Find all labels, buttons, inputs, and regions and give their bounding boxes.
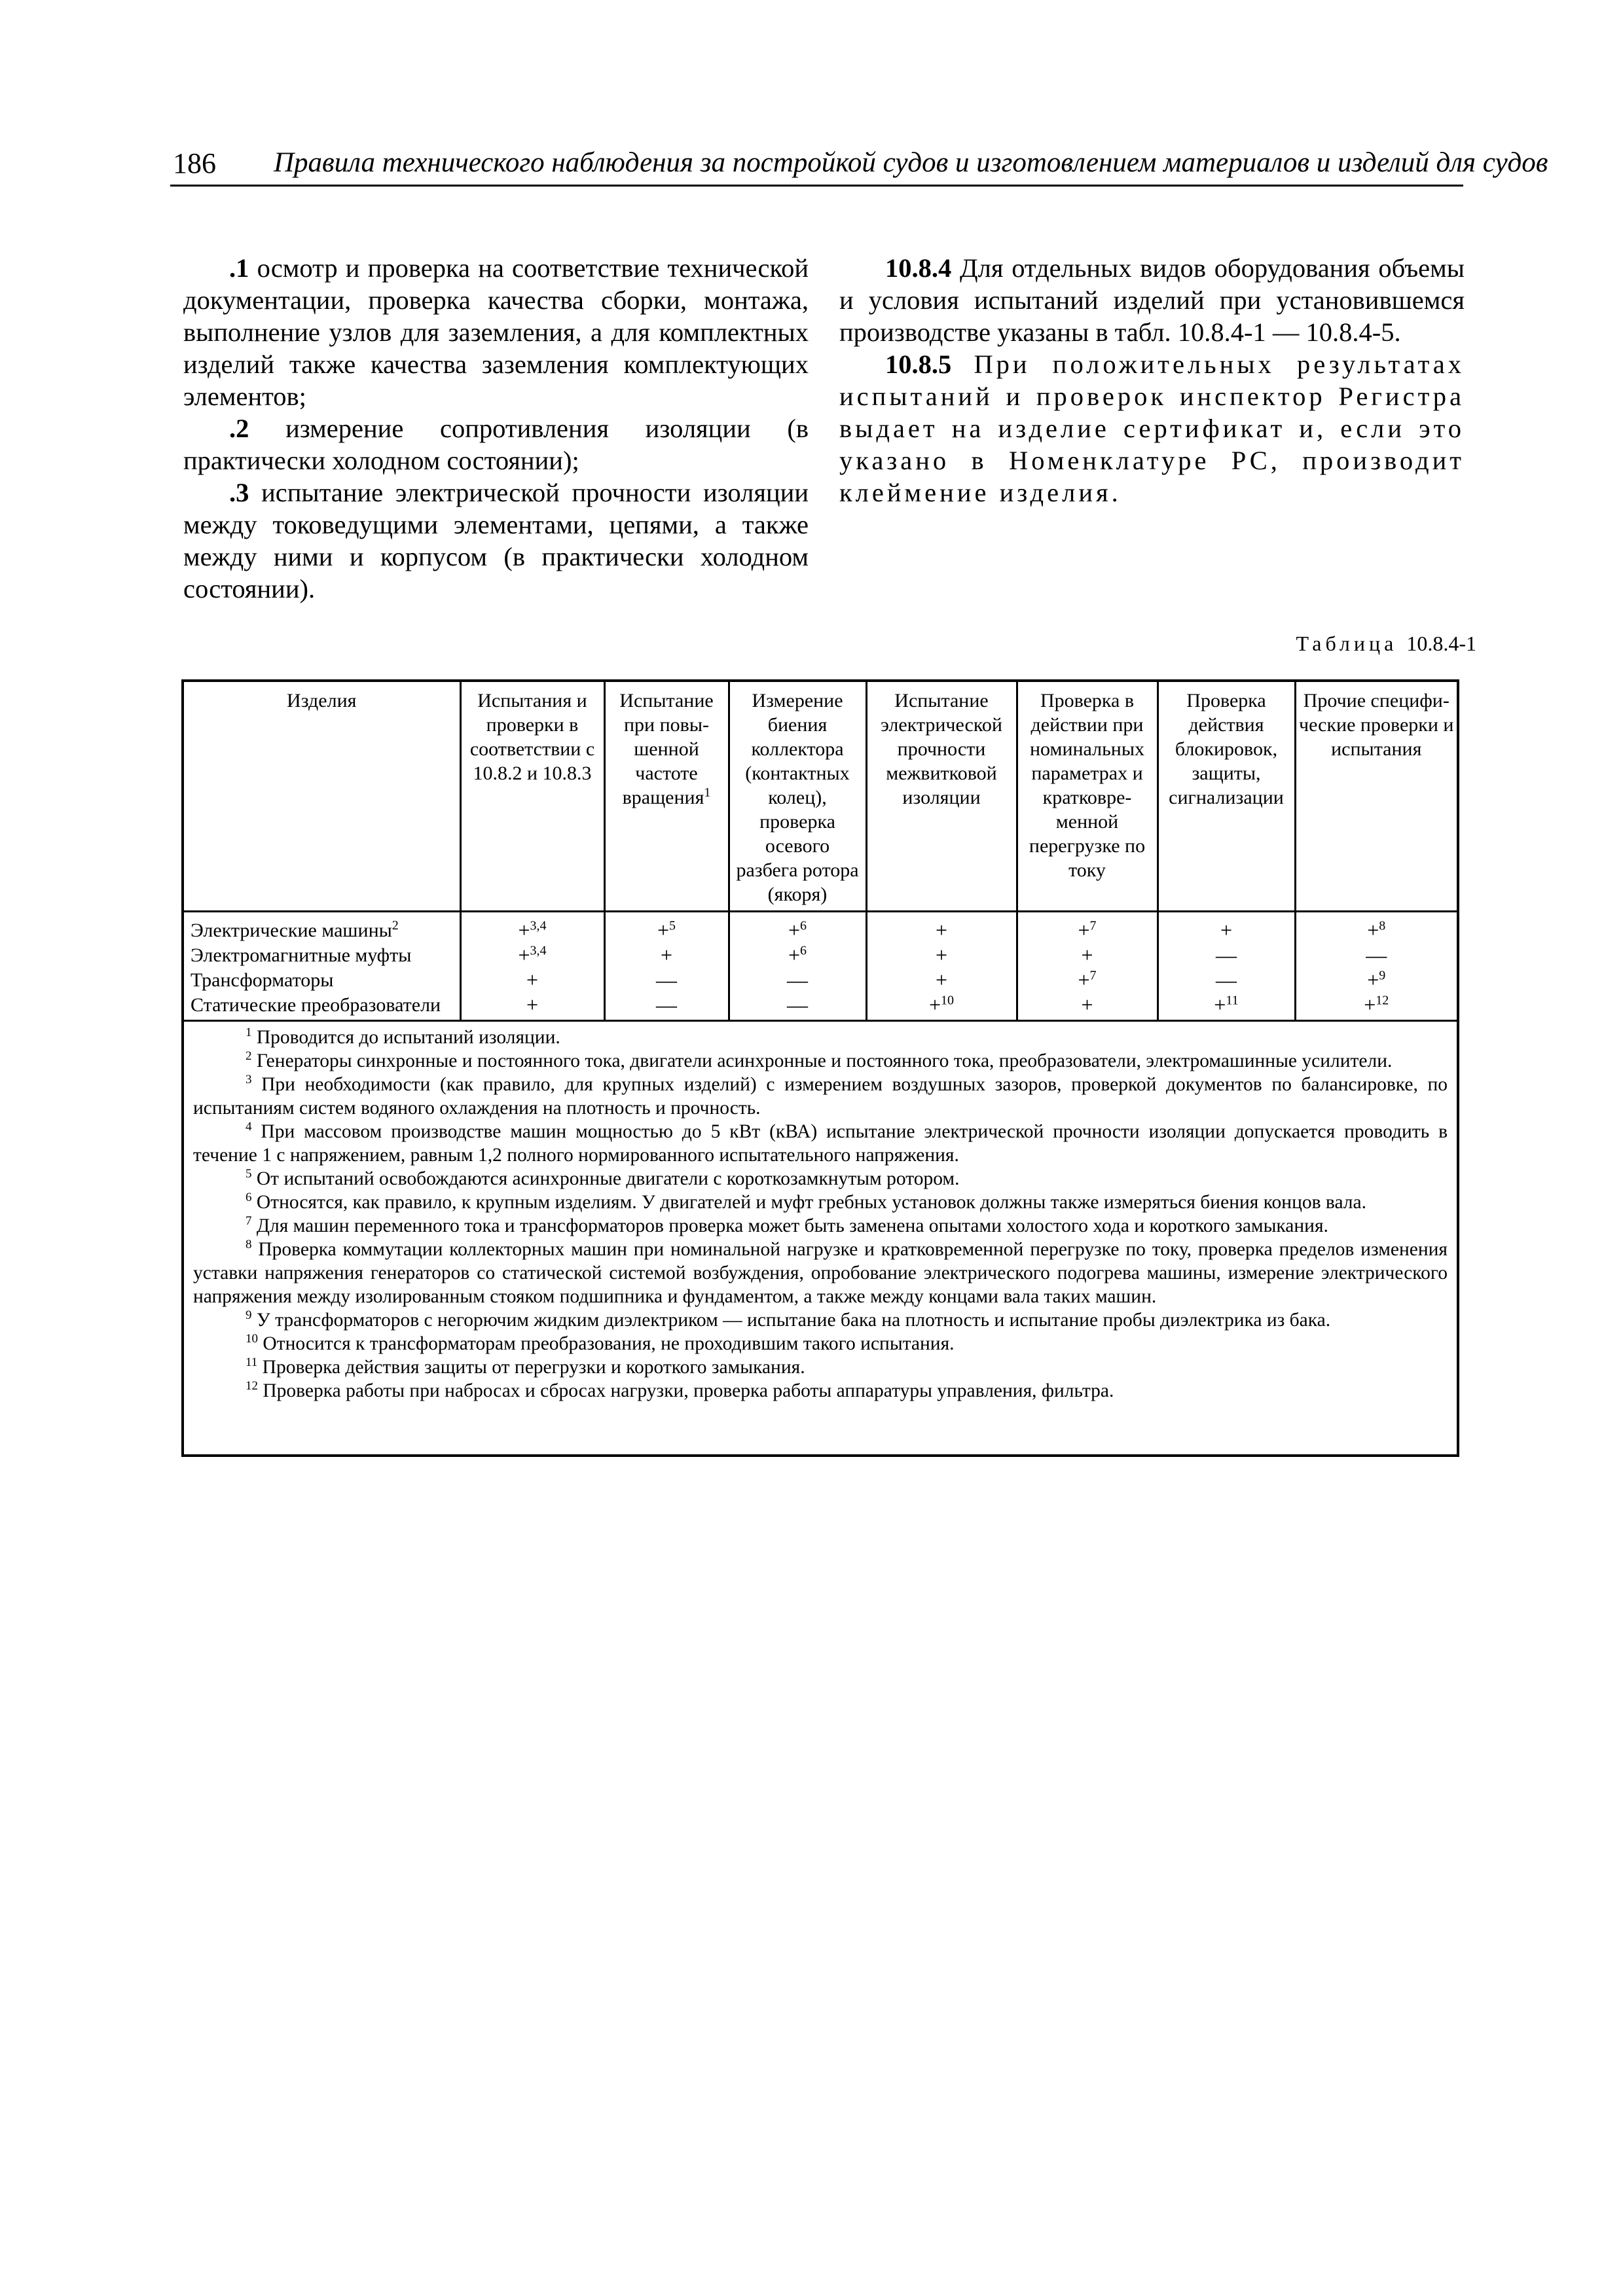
paragraph-item-2 <box>183 412 809 476</box>
table-cell <box>729 912 866 943</box>
item-marker: .1 <box>229 253 249 283</box>
cell-mark: + <box>518 918 530 942</box>
cell-mark: + <box>526 992 539 1016</box>
footnote-ref: 5 <box>669 918 676 933</box>
footnote <box>193 1332 1448 1355</box>
cell-mark: + <box>1081 992 1093 1016</box>
item-marker: .2 <box>229 414 249 443</box>
row-label <box>184 992 460 1021</box>
paragraph-10-8-5 <box>839 348 1465 509</box>
footnote-ref: 3,4 <box>530 942 547 958</box>
caption-word: Таблица <box>1296 632 1398 655</box>
footnote-number: 3 <box>246 1073 252 1087</box>
column-header-commutator-runout: Измерение биения коллектора (контактных колец), проверка осевого разбега ротора (якоря) <box>729 682 866 912</box>
footnote-ref: 12 <box>1376 992 1389 1007</box>
footnote-text: Проводится до испытаний изоляции. <box>251 1027 560 1048</box>
footnote-number: 5 <box>246 1167 252 1181</box>
caption-number: 10.8.4-1 <box>1406 632 1476 655</box>
cell-mark: + <box>788 942 801 967</box>
footnote-number: 12 <box>246 1379 258 1393</box>
table-cell <box>1158 912 1295 943</box>
footnote-number: 7 <box>246 1214 252 1229</box>
table-row <box>184 992 1457 1021</box>
cell-mark: — <box>656 992 677 1016</box>
cell-mark: + <box>788 918 801 942</box>
cell-mark: — <box>787 967 808 992</box>
footnote <box>193 1308 1448 1332</box>
running-title: Правила технического наблюдения за постройкой судов и изготовлением материалов и изделий для судов <box>274 147 1548 178</box>
table-cell <box>1017 912 1158 943</box>
row-label-text: Электромагнитные муфты <box>191 944 412 966</box>
cell-mark: — <box>787 992 808 1016</box>
table-cell <box>729 942 866 967</box>
table-cell <box>866 992 1017 1021</box>
footnote-text: У трансформаторов с негорючим жидким диэлектриком — испытание бака на плотность и испытание пробы диэлектрика из бака. <box>251 1310 1331 1331</box>
test-table <box>181 679 1459 1457</box>
footnote <box>193 1355 1448 1379</box>
table-cell <box>1295 992 1457 1021</box>
item-marker: .3 <box>229 478 249 507</box>
cell-mark: — <box>1366 942 1387 967</box>
table-caption <box>1296 632 1476 656</box>
table-row <box>184 912 1457 943</box>
table-cell <box>460 942 604 967</box>
footnote-text: Генераторы синхронные и постоянного тока, двигатели асинхронные и постоянного тока, преобразователи, электромашинные усилители. <box>251 1050 1393 1071</box>
cell-mark: + <box>657 918 670 942</box>
cell-mark: + <box>935 967 948 992</box>
footnote-text: Проверка действия защиты от перегрузки и короткого замыкания. <box>257 1357 805 1378</box>
footnote-text: От испытаний освобождаются асинхронные двигатели с короткозамкнутым ротором. <box>251 1168 960 1189</box>
table-cell <box>1295 912 1457 943</box>
page-number: 186 <box>173 147 216 179</box>
footnote <box>193 1073 1448 1120</box>
row-label <box>184 967 460 992</box>
footnote-number: 6 <box>246 1191 252 1205</box>
row-label-text: Трансформаторы <box>191 969 334 991</box>
column-header-overspeed-test <box>604 682 729 912</box>
table-row <box>184 967 1457 992</box>
table-cell <box>1158 942 1295 967</box>
footnote <box>193 1191 1448 1214</box>
table-row <box>184 942 1457 967</box>
left-column <box>183 252 809 605</box>
column-header-protection-check: Проверка действия блокировок, защиты, сигнализации <box>1158 682 1295 912</box>
footnote-number: 10 <box>246 1332 258 1346</box>
footnote-number: 11 <box>246 1355 258 1370</box>
table-cell <box>1295 942 1457 967</box>
table-header-row <box>184 682 1457 912</box>
test-table-grid <box>184 682 1457 1022</box>
cell-mark: + <box>660 942 673 967</box>
cell-mark: + <box>1081 942 1093 967</box>
footnote-ref: 2 <box>392 918 399 933</box>
footnote <box>193 1238 1448 1308</box>
row-label-text: Электрические машины <box>191 919 392 941</box>
footnote-ref: 1 <box>704 785 711 800</box>
header-text: Испытание при повы-шенной частоте вращения <box>619 690 714 808</box>
row-label-text: Статические преобразователи <box>191 994 441 1016</box>
table-cell <box>1017 992 1158 1021</box>
footnote-text: При необходимости (как правило, для крупных изделий) с измерением воздушных зазоров, проверкой документов по балансировке, по испытаниям систем водяного охлаждения на плотность и прочность. <box>193 1074 1448 1119</box>
section-text: При положительных результатах испытаний и проверок инспектор Регистра выдает на изделие сертификат и, если это указано в Номенклатуре РС, производит клеймение изделия. <box>839 350 1465 507</box>
footnote-text: Проверка работы при набросах и сбросах нагрузки, проверка работы аппаратуры управления, фильтра. <box>258 1380 1114 1401</box>
footnote-ref: 8 <box>1379 918 1386 933</box>
table-cell <box>604 992 729 1021</box>
page-header <box>170 145 1548 187</box>
footnote <box>193 1049 1448 1073</box>
footnote <box>193 1167 1448 1191</box>
table-cell <box>729 992 866 1021</box>
table-cell <box>1158 967 1295 992</box>
footnote <box>193 1214 1448 1238</box>
footnote-ref: 3,4 <box>530 918 547 933</box>
cell-mark: + <box>935 942 948 967</box>
table-cell <box>1017 967 1158 992</box>
paragraph-item-3 <box>183 476 809 605</box>
section-number: 10.8.4 <box>885 253 952 283</box>
table-cell <box>604 912 729 943</box>
cell-mark: + <box>1367 967 1379 992</box>
paragraph-item-1 <box>183 252 809 412</box>
footnote-text: Относится к трансформаторам преобразования, не проходившим такого испытания. <box>258 1333 955 1354</box>
table-cell <box>1158 992 1295 1021</box>
item-text: испытание электрической прочности изоляции между токоведущими элементами, цепями, а также между ними и корпусом (в практически холодном состоянии). <box>183 478 809 603</box>
table-cell <box>866 912 1017 943</box>
table-cell <box>604 967 729 992</box>
cell-mark: + <box>1078 967 1090 992</box>
footnote-ref: 7 <box>1089 967 1097 982</box>
section-text: Для отдельных видов оборудования объемы и условия испытаний изделий при установившемся производстве указаны в табл. 10.8.4-1 — 10.8.4-5. <box>839 253 1465 347</box>
footnote-number: 8 <box>246 1238 252 1252</box>
table-cell <box>604 942 729 967</box>
cell-mark: — <box>1216 967 1237 992</box>
footnote <box>193 1120 1448 1167</box>
table-cell <box>1295 967 1457 992</box>
cell-mark: + <box>526 967 539 992</box>
footnote-ref: 6 <box>800 942 807 958</box>
footnote-ref: 9 <box>1379 967 1386 982</box>
right-column <box>839 252 1465 509</box>
paragraph-10-8-4 <box>839 252 1465 348</box>
footnote-ref: 10 <box>941 992 955 1007</box>
column-header-other-tests: Прочие специфи-ческие проверки и испытания <box>1295 682 1457 912</box>
footnote-text: Для машин переменного тока и трансформаторов проверка может быть заменена опытами холостого хода и короткого замыкания. <box>251 1215 1328 1236</box>
cell-mark: + <box>1078 918 1090 942</box>
section-number: 10.8.5 <box>885 350 952 379</box>
column-header-interturn-insulation: Испытание электрической прочности межвитковой изоляции <box>866 682 1017 912</box>
cell-mark: + <box>518 942 530 967</box>
footnote-text: Проверка коммутации коллекторных машин при номинальной нагрузке и кратковременной перегрузке по току, проверка пределов изменения уставки напряжения генераторов со статической системой возбуждения, опробование электрического подогрева машины, измерение электрического напряжения между изолированным стояком подшипника и фундаментом, а также между концами вала таких машин. <box>193 1239 1448 1307</box>
footnote-text: При массовом производстве машин мощностью до 5 кВт (кВА) испытание электрической прочности изоляции допускается проводить в течение 1 с напряжением, равным 1,2 полного нормированного испытательного напряжения. <box>193 1121 1448 1166</box>
footnote-number: 2 <box>246 1049 252 1064</box>
footnote <box>193 1379 1448 1403</box>
cell-mark: + <box>935 918 948 942</box>
footnote <box>193 1026 1448 1049</box>
table-footnotes <box>193 1026 1448 1403</box>
footnote-ref: 11 <box>1226 992 1239 1007</box>
row-label <box>184 912 460 943</box>
column-header-products: Изделия <box>184 682 460 912</box>
item-text: измерение сопротивления изоляции (в практически холодном состоянии); <box>183 414 809 475</box>
column-header-basic-tests: Испытания и проверки в соответствии с 10.8.2 и 10.8.3 <box>460 682 604 912</box>
item-text: осмотр и проверка на соответствие технической документации, проверка качества сборки, монтажа, выполнение узлов для заземления, а для комплектных изделий также качества заземления комплектующих элементов; <box>183 253 809 411</box>
footnote-ref: 6 <box>800 918 807 933</box>
table-cell <box>866 967 1017 992</box>
footnote-text: Относятся, как правило, к крупным изделиям. У двигателей и муфт гребных установок должны также измеряться биения концов вала. <box>251 1192 1367 1213</box>
table-cell <box>460 992 604 1021</box>
footnote-ref: 7 <box>1089 918 1097 933</box>
table-cell <box>460 967 604 992</box>
table-cell <box>460 912 604 943</box>
cell-mark: + <box>1367 918 1379 942</box>
table-cell <box>729 967 866 992</box>
row-label <box>184 942 460 967</box>
cell-mark: — <box>1216 942 1237 967</box>
table-cell <box>866 942 1017 967</box>
cell-mark: + <box>1220 918 1233 942</box>
cell-mark: + <box>1214 992 1226 1016</box>
column-header-operation-check: Проверка в действии при номинальных параметрах и кратковре-менной перегрузке по току <box>1017 682 1158 912</box>
footnote-number: 4 <box>246 1120 252 1134</box>
footnote-number: 1 <box>246 1026 252 1040</box>
cell-mark: — <box>656 967 677 992</box>
table-cell <box>1017 942 1158 967</box>
cell-mark: + <box>928 992 941 1016</box>
footnote-number: 9 <box>246 1308 252 1323</box>
cell-mark: + <box>1364 992 1376 1016</box>
